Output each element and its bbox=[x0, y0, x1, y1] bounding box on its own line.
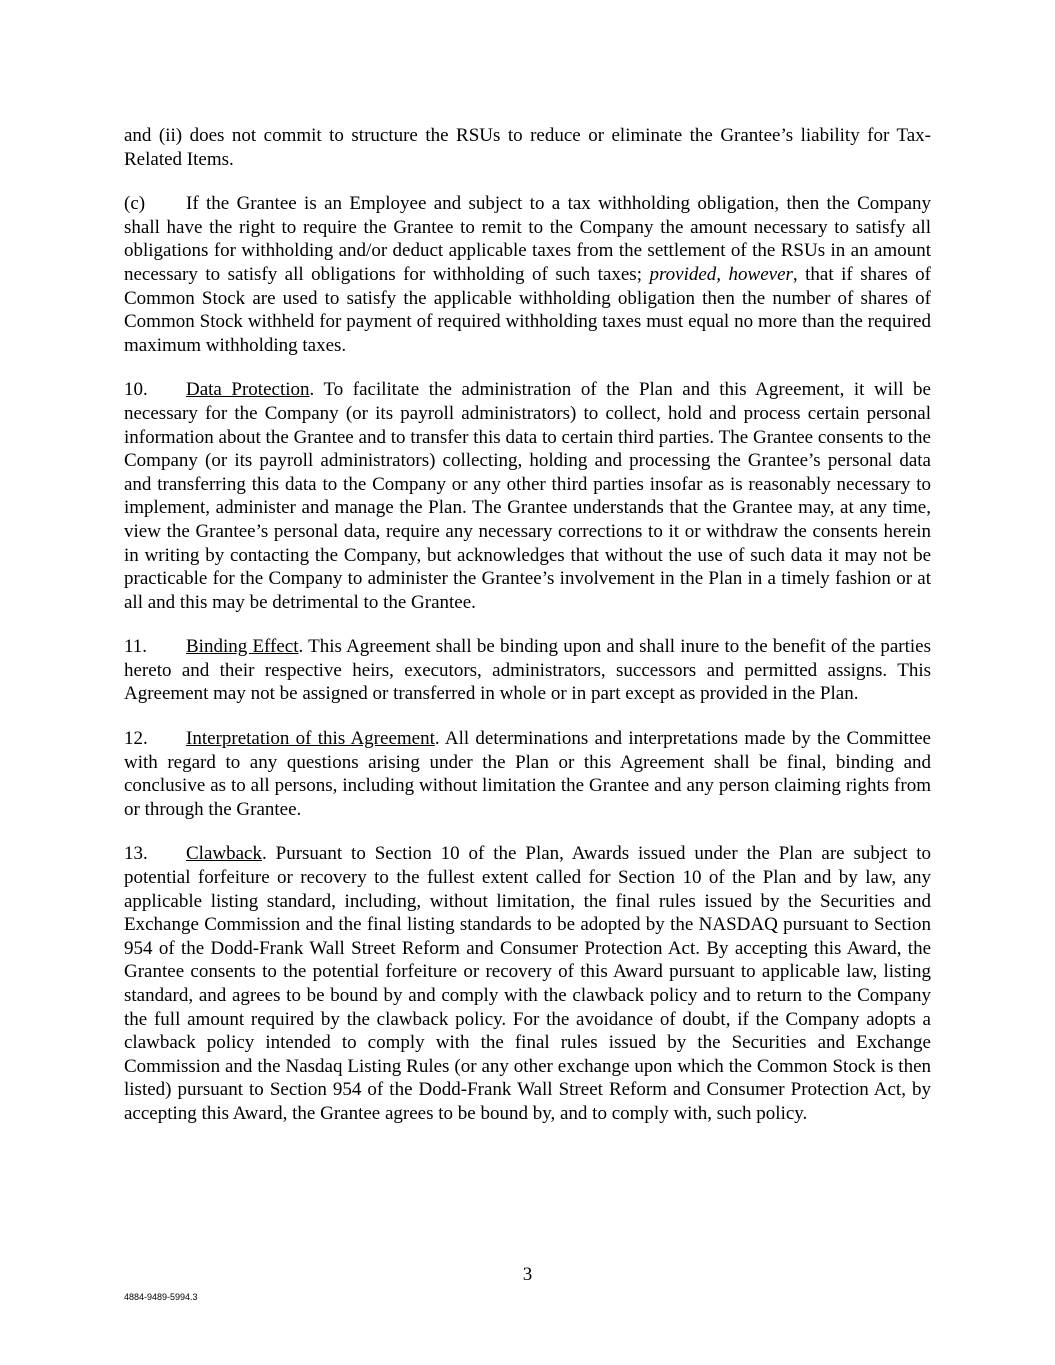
section-heading: Data Protection bbox=[186, 379, 310, 401]
section-text: . All determinations and interpretations made by the Committee with regard to any questions arising under the Plan or this Agreement shall be final, binding and conclusive as to all persons, including without limitation the Grantee and any person claiming rights from or through the Grantee. bbox=[124, 728, 931, 820]
section-text: . Pursuant to Section 10 of the Plan, Awards issued under the Plan are subject to potential forfeiture or recovery to the fullest extent called for Section 10 of the Plan and by law, any applicable listing standard, including, without limitation, the final rules issued by the Securities and Exchange Commission and the final listing standards to be adopted by the NASDAQ pursuant to Section 954 of the Dodd-Frank Wall Street Reform and Consumer Protection Act. By accepting this Award, the Grantee consents to the potential forfeiture or recovery of this Award pursuant to applicable law, listing standard, and agrees to be bound by and comply with the clawback policy and to return to the Company the full amount required by the clawback policy. For the avoidance of doubt, if the Company adopts a clawback policy intended to comply with the final rules issued by the Securities and Exchange Commission and the Nasdaq Listing Rules (or any other exchange upon which the Common Stock is then listed) pursuant to Section 954 of the Dodd-Frank Wall Street Reform and Consumer Protection Act, by accepting this Award, the Grantee agrees to be bound by, and to comply with, such policy. bbox=[124, 843, 931, 1124]
section-heading: Interpretation of this Agreement bbox=[186, 728, 435, 750]
italic-phrase: provided, however bbox=[649, 263, 793, 285]
section-heading: Clawback bbox=[186, 843, 262, 865]
section-number: 10. bbox=[124, 379, 148, 401]
section-text: . This Agreement shall be binding upon and shall inure to the benefit of the parties hereto and their respective heirs, executors, administrators, successors and permitted assigns. This Agreement may not be assigned or transferred in whole or in part except as provided in the Plan. bbox=[124, 636, 931, 705]
document-id: 4884-9489-5994.3 bbox=[124, 1292, 198, 1302]
section-number: 11. bbox=[124, 636, 148, 658]
section-number: 12. bbox=[124, 728, 148, 750]
paragraph-text: , that if shares of Common Stock are used to satisfy the applicable withholding obligation then the number of shares of Common Stock withheld for payment of required withholding taxes must equal no more than the required maximum withholding taxes. bbox=[124, 263, 931, 356]
section-13-clawback bbox=[124, 842, 931, 1125]
paragraph-text: and (ii) does not commit to structure the RSUs to reduce or eliminate the Grantee’s liability for Tax-Related Items. bbox=[124, 125, 931, 170]
paragraph-continuation bbox=[124, 124, 931, 171]
section-10-data-protection bbox=[124, 378, 931, 614]
section-number: 13. bbox=[124, 843, 148, 865]
section-11-binding-effect bbox=[124, 635, 931, 706]
section-heading: Binding Effect bbox=[186, 636, 299, 658]
document-body bbox=[124, 124, 931, 1147]
section-text: . To facilitate the administration of the Plan and this Agreement, it will be necessary for the Company (or its payroll administrators) to collect, hold and process certain personal information about the Grantee and to transfer this data to certain third parties. The Grantee consents to the Company (or its payroll administrators) collecting, holding and processing the Grantee’s personal data and transferring this data to the Company or any other third parties insofar as is reasonably necessary to implement, administer and manage the Plan. The Grantee understands that the Grantee may, at any time, view the Grantee’s personal data, require any necessary corrections to it or withdraw the consents herein in writing by contacting the Company, but acknowledges that without the use of such data it may not be practicable for the Company to administer the Grantee’s involvement in the Plan in a timely fashion or at all and this may be detrimental to the Grantee. bbox=[124, 379, 931, 613]
paragraph-c bbox=[124, 192, 931, 357]
page-number: 3 bbox=[522, 1264, 533, 1285]
section-12-interpretation bbox=[124, 727, 931, 821]
paragraph-number: (c) bbox=[124, 193, 146, 215]
paragraph-text: If the Grantee is an Employee and subject to a tax withholding obligation, then the Company shall have the right to require the Grantee to remit to the Company the amount necessary to satisfy all obligations for withholding and/or deduct applicable taxes from the settlement of the RSUs in an amount necessary to satisfy all obligations for withholding of such taxes; bbox=[124, 193, 931, 285]
